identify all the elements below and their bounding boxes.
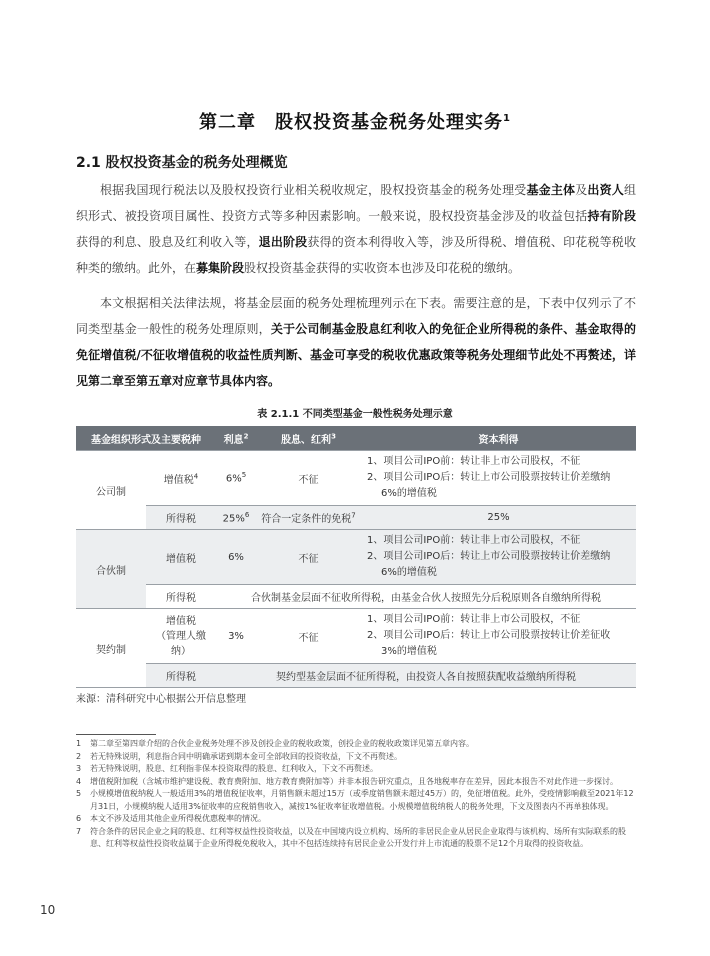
footnote-divider xyxy=(76,734,156,735)
table-intro-paragraph xyxy=(76,290,636,394)
footnote-item: 4 增值税附加税（含城市维护建设税、教育费附加、地方教育费附加等）并非本报告研究重点，且各地税率存在差异，因此本报告不对此作进一步探讨。 xyxy=(76,776,618,786)
text-run: 根据我国现行税法以及股权投资行业相关税收规定，股权投资基金的税务处理受 xyxy=(100,183,527,197)
tax-type-cell: 所得税 xyxy=(146,585,216,609)
dividend-cell: 不征 xyxy=(256,530,361,585)
capital-gains-cell: 1、项目公司IPO前：转让非上市公司股权，不征 2、项目公司IPO后：转让上市公司股票按转让价差缴纳 6%的增值税 xyxy=(361,530,636,585)
footnote-ref-1: 1 xyxy=(503,113,511,124)
capital-gains-cell: 25% xyxy=(361,506,636,530)
bold-run: 基金主体 xyxy=(526,183,576,197)
merged-income-tax-cell: 合伙制基金层面不征收所得税，由基金合伙人按照先分后税原则各自缴纳所得税 xyxy=(216,585,636,609)
interest-cell: 25%$^6$ xyxy=(216,506,256,530)
interest-cell: 6% xyxy=(216,530,256,585)
footnote-item: 5 小规模增值税纳税人一般适用3%的增值税征收率，月销售额未超过15万（或季度销售额未超过45万）的，免征增值税。此外，受疫情影响截至2021年12月31日，小规模纳税人适用3%征收率的应税销售收入，减按1%征收率征收增值税。小规模增值税纳税人的税务处理，下文及图表内不再单独体现。 xyxy=(76,789,634,811)
tax-type-cell: 增值税 xyxy=(146,530,216,585)
text-run: 组织形式、被投资项目属性、投资方式等多种因素影响。一般来说，股权投资基金涉及的收益包括 xyxy=(76,183,636,223)
header-org: 基金组织形式及主要税种 xyxy=(76,426,216,451)
group-partnership: 合伙制 xyxy=(76,530,146,609)
dividend-cell: 不征 xyxy=(256,609,361,664)
header-capital-gains: 资本利得 xyxy=(361,426,636,451)
bold-run: 退出阶段 xyxy=(258,235,308,249)
table-row xyxy=(76,530,636,585)
table-source-note: 来源：清科研究中心根据公开信息整理 xyxy=(76,694,246,705)
table-row xyxy=(76,585,636,609)
group-company: 公司制 xyxy=(76,451,146,530)
table-row xyxy=(76,451,636,506)
footnote-item: 6 本文不涉及适用其他企业所得税优惠税率的情况。 xyxy=(76,814,266,823)
text-run: 及 xyxy=(575,183,588,197)
tax-type-cell: 所得税 xyxy=(146,506,216,530)
group-contract: 契约制 xyxy=(76,609,146,688)
tax-type-cell: 增值税$^4$ xyxy=(146,451,216,506)
header-dividend: 股息、红利$^3$ xyxy=(256,426,361,451)
header-interest: 利息$^2$ xyxy=(216,426,256,451)
footnote-item: 1 第二章至第四章介绍的合伙企业税务处理不涉及创投企业的税收政策，创投企业的税收政策详见第五章内容。 xyxy=(76,739,474,748)
chapter-title-text: 第二章 股权投资基金税务处理实务 xyxy=(199,112,504,133)
table-row xyxy=(76,609,636,664)
capital-gains-cell: 1、项目公司IPO前：转让非上市公司股权，不征 2、项目公司IPO后：转让上市公司股票按转让价差缴纳 6%的增值税 xyxy=(361,451,636,506)
table-header-row xyxy=(76,426,636,451)
bold-run: 出资人 xyxy=(587,183,624,197)
bold-run: 持有阶段 xyxy=(587,209,636,223)
tax-type-cell: 增值税 （管理人缴纳） xyxy=(146,609,216,664)
chapter-title xyxy=(0,108,710,134)
capital-gains-cell: 1、项目公司IPO前：转让非上市公司股权，不征 2、项目公司IPO后：转让上市公司股票按转让价差征收 3%的增值税 xyxy=(361,609,636,664)
footnotes xyxy=(76,738,636,851)
tax-treatment-table xyxy=(76,426,636,688)
bold-run: 关于公司制基金股息红利收入的免征企业所得税的条件、基金取得的免征增值税/不征收增值税的收益性质判断、基金可享受的税收优惠政策等税务处理细节此处不再赘述，详见第二章至第五章对应章节具体内容。 xyxy=(76,322,636,388)
interest-cell: 6%$^5$ xyxy=(216,451,256,506)
intro-paragraph xyxy=(76,177,636,281)
text-run: 获得的利息、股息及红利收入等， xyxy=(76,235,259,249)
dividend-cell: 符合一定条件的免税$^7$ xyxy=(256,506,361,530)
footnote-item: 7 符合条件的居民企业之间的股息、红利等权益性投资收益，以及在中国境内设立机构、场所的非居民企业从居民企业取得与该机构、场所有实际联系的股息、红利等权益性投资收益属于企业所得税免税收入，其中不包括连续持有居民企业公开发行并上市流通的股票不足12个月取得的投资收益。 xyxy=(76,826,626,848)
table-row xyxy=(76,506,636,530)
footnote-item: 3 若无特殊说明，股息、红利指非保本投资取得的股息、红利收入，下文不再赘述。 xyxy=(76,764,378,773)
bold-run: 募集阶段 xyxy=(196,261,245,275)
page-number: 10 xyxy=(40,903,56,917)
interest-cell: 3% xyxy=(216,609,256,664)
text-run: 股权投资基金获得的实收资本也涉及印花税的缴纳。 xyxy=(244,261,521,275)
table-row xyxy=(76,664,636,688)
text-run: 获得的资本利得收入等，涉及所得税、增值税、印花税等税收种类的缴纳。此外，在 xyxy=(76,235,636,275)
section-heading: 2.1 股权投资基金的税务处理概览 xyxy=(76,155,288,171)
footnote-item: 2 若无特殊说明，利息指合同中明确承诺到期本金可全部收回的投资收益，下文不再赘述。 xyxy=(76,751,402,761)
merged-income-tax-cell: 契约型基金层面不征所得税，由投资人各自按照获配收益缴纳所得税 xyxy=(216,664,636,688)
table-caption: 表 2.1.1 不同类型基金一般性税务处理示意 xyxy=(257,409,453,420)
dividend-cell: 不征 xyxy=(256,451,361,506)
text-run: 本文根据相关法律法规，将基金层面的税务处理梳理列示在下表。需要注意的是，下表中仅列示了不同类型基金一般性的税务处理原则， xyxy=(76,296,636,336)
tax-type-cell: 所得税 xyxy=(146,664,216,688)
